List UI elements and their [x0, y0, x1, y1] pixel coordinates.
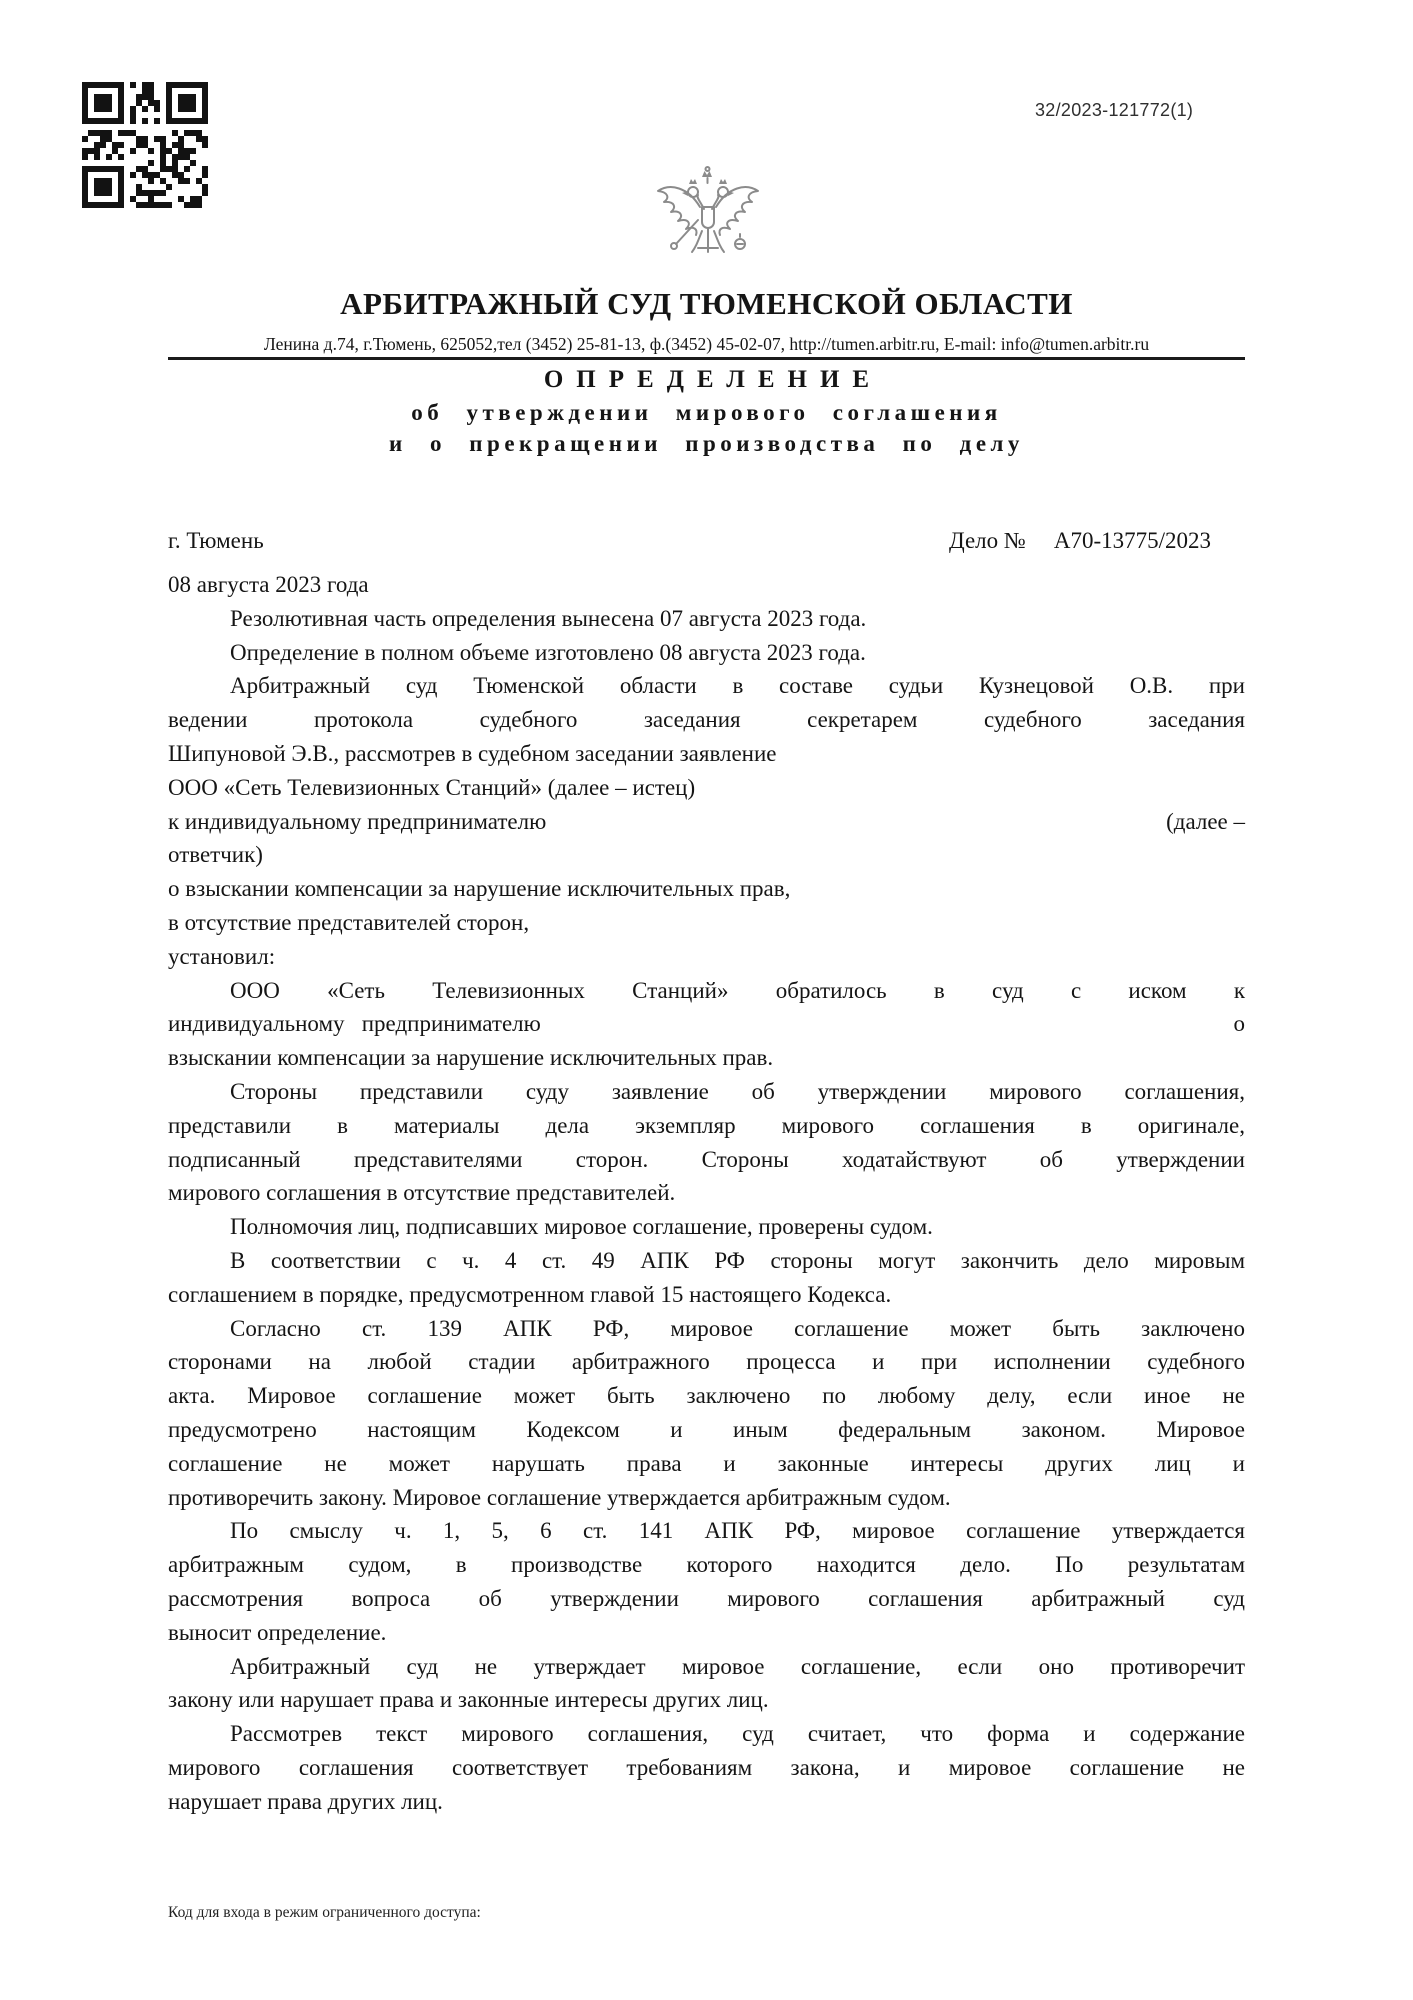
document-line: предусмотрено настоящим Кодексом и иным федеральным законом. Мировое — [168, 1416, 1245, 1442]
document-line: Определение в полном объеме изготовлено 08 августа 2023 года. — [230, 639, 866, 665]
case-label: Дело № — [948, 528, 1026, 553]
document-line: Арбитражный суд Тюменской области в составе судьи Кузнецовой О.В. при — [230, 673, 1245, 699]
document-line: представили в материалы дела экземпляр мирового соглашения в оригинале, — [168, 1112, 1245, 1138]
document-line: Арбитражный суд не утверждает мировое соглашение, если оно противоречит — [230, 1653, 1245, 1679]
document-line: арбитражным судом, в производстве которого находится дело. По результатам — [168, 1552, 1245, 1578]
document-line: 08 августа 2023 года — [168, 572, 369, 597]
document-line: соглашение не может нарушать права и законные интересы других лиц и — [168, 1450, 1245, 1476]
document-line: По смыслу ч. 1, 5, 6 ст. 141 АПК РФ, мировое соглашение утверждается — [230, 1518, 1245, 1544]
document-line: ООО «Сеть Телевизионных Станций» (далее – истец) — [168, 774, 696, 800]
document-subtitle-2: и о прекращении производства по делу — [389, 431, 1024, 456]
document-line: подписанный представителями сторон. Стороны ходатайствуют об утверждении — [168, 1146, 1245, 1172]
document-line: Резолютивная часть определения вынесена 07 августа 2023 года. — [230, 605, 867, 631]
document-line: нарушает права других лиц. — [168, 1788, 443, 1814]
document-registration-number: 32/2023-121772(1) — [1035, 100, 1194, 120]
document-line: о взыскании компенсации за нарушение исключительных прав, — [168, 876, 791, 902]
document-line: рассмотрения вопроса об утверждении мирового соглашения арбитражный суд — [168, 1585, 1245, 1611]
document-line: выносит определение. — [168, 1619, 387, 1645]
court-name-heading: АРБИТРАЖНЫЙ СУД ТЮМЕНСКОЙ ОБЛАСТИ — [340, 286, 1073, 321]
document-line: акта. Мировое соглашение может быть заключено по любому делу, если иное не — [168, 1383, 1245, 1409]
document-line: сторонами на любой стадии арбитражного процесса и при исполнении судебного — [168, 1349, 1245, 1375]
document-line: ответчик) — [168, 842, 263, 868]
document-subtitle-1: об утверждении мирового соглашения — [411, 400, 1002, 425]
document-line: установил: — [168, 943, 276, 969]
qr-code-icon — [82, 82, 208, 208]
document-line: ООО «Сеть Телевизионных Станций» обратилось в суд с иском к — [230, 977, 1245, 1003]
document-line: Шипуновой Э.В., рассмотрев в судебном заседании заявление — [168, 740, 777, 766]
document-line: мирового соглашения в отсутствие представителей. — [168, 1180, 676, 1206]
document-line: ведении протокола судебного заседания секретарем судебного заседания — [168, 707, 1245, 733]
document-line: Согласно ст. 139 АПК РФ, мировое соглашение может быть заключено — [230, 1315, 1245, 1341]
document-line: в отсутствие представителей сторон, — [168, 909, 530, 935]
case-info-row — [168, 528, 1245, 554]
header-divider — [168, 357, 1245, 360]
document-line: Рассмотрев текст мирового соглашения, суд считает, что форма и содержание — [230, 1721, 1245, 1747]
document-title: ОПРЕДЕЛЕНИЕ — [543, 366, 883, 393]
case-number: А70-13775/2023 — [1053, 528, 1211, 553]
document-line: соглашением в порядке, предусмотренном главой 15 настоящего Кодекса. — [168, 1281, 892, 1307]
document-line: мирового соглашения соответствует требованиям закона, и мировое соглашение не — [168, 1754, 1245, 1780]
city-label: г. Тюмень — [168, 528, 264, 553]
case-number-group — [949, 528, 1211, 554]
document-line: к индивидуальному предпринимателю (далее – — [168, 808, 1245, 834]
document-line: Полномочия лиц, подписавших мировое соглашение, проверены судом. — [230, 1214, 933, 1240]
document-line: Стороны представили суду заявление об утверждении мирового соглашения, — [230, 1078, 1245, 1104]
restricted-access-code-label: Код для входа в режим ограниченного доступа: — [168, 1904, 481, 1921]
document-body — [168, 568, 1245, 1818]
document-line: В соответствии с ч. 4 ст. 49 АПК РФ стороны могут закончить дело мировым — [230, 1247, 1245, 1273]
document-line: взыскании компенсации за нарушение исключительных прав. — [168, 1045, 774, 1071]
document-line: противоречить закону. Мировое соглашение утверждается арбитражным судом. — [168, 1484, 951, 1510]
document-line: закону или нарушает права и законные интересы других лиц. — [168, 1687, 769, 1713]
court-address-line: Ленина д.74, г.Тюмень, 625052,тел (3452) 25-81-13, ф.(3452) 45-02-07, http://tumen.arbitr.ru, E-mail: info@tumen.arbitr.ru — [263, 334, 1150, 354]
russia-coat-of-arms-icon — [648, 164, 768, 276]
document-line: индивидуальному предпринимателю о — [168, 1011, 1245, 1037]
